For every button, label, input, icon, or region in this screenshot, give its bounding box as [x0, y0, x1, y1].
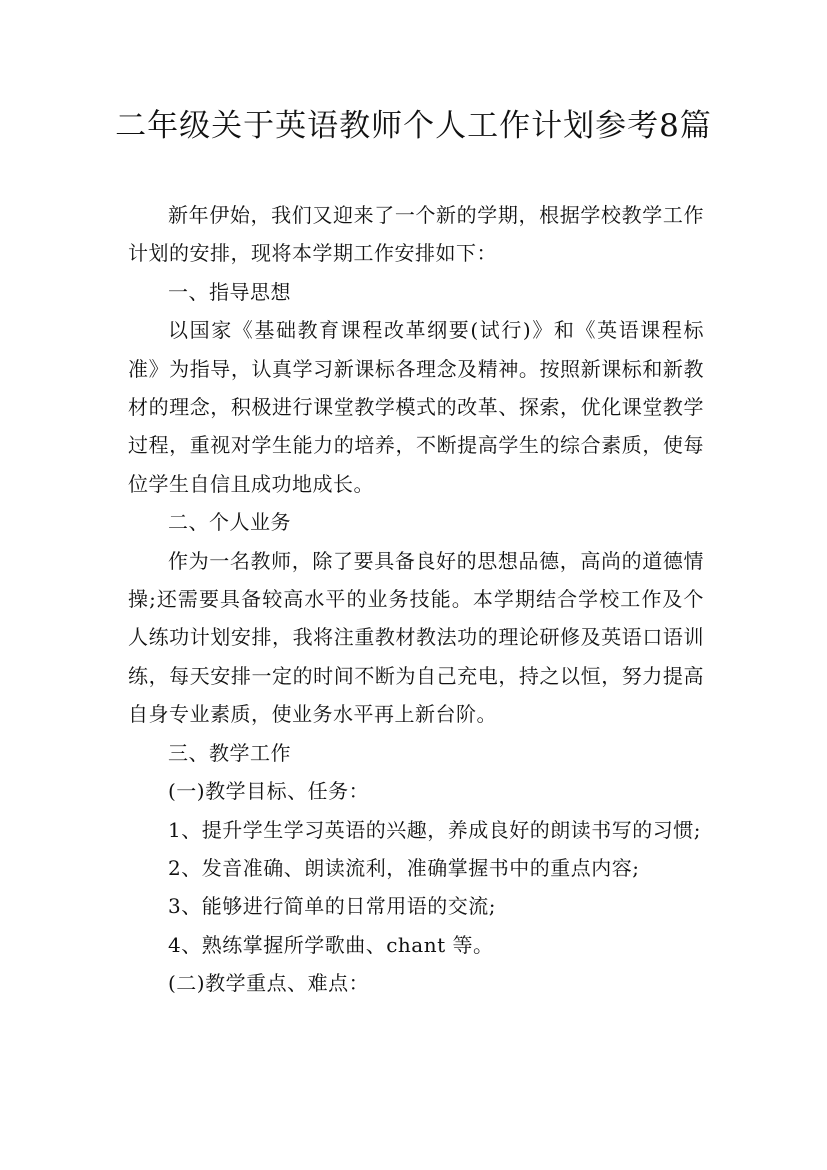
list-item-goal-3: 3、能够进行简单的日常用语的交流;: [168, 894, 496, 919]
heading-guiding-thought: 一、指导思想: [168, 279, 291, 304]
paragraph-personal-business: 作为一名教师，除了要具备良好的思想品德，高尚的道德情操;还需要具备较高水平的业务技能。本学期结合学校工作及个人练功计划安排，我将注重教材教法功的理论研修及英语口语训练，每天安排一定的时间不断为自己充电，持之以恒，努力提高自身专业素质，使业务水平再上新台阶。: [128, 548, 704, 727]
list-item-goal-4: 4、熟练掌握所学歌曲、chant 等。: [168, 932, 494, 957]
subheading-key-points: (二)教学重点、难点：: [168, 971, 370, 996]
paragraph-guiding-thought: 以国家《基础教育课程改革纲要(试行)》和《英语课程标准》为指导，认真学习新课标各理念及精神。按照新课标和新教材的理念，积极进行课堂教学模式的改革、探索，优化课堂教学过程，重视对学生能力的培养，不断提高学生的综合素质，使每位学生自信且成功地成长。: [128, 318, 704, 496]
document-body: [128, 196, 704, 1003]
subheading-goals: (一)教学目标、任务：: [168, 779, 370, 804]
list-item-goal-1: 1、提升学生学习英语的兴趣，养成良好的朗读书写的习惯;: [168, 817, 701, 842]
list-item-goal-2: 2、发音准确、朗读流利，准确掌握书中的重点内容;: [168, 855, 640, 880]
heading-teaching-work: 三、教学工作: [168, 740, 291, 765]
paragraph-intro: 新年伊始，我们又迎来了一个新的学期，根据学校教学工作计划的安排，现将本学期工作安排如下：: [128, 203, 704, 266]
heading-personal-business: 二、个人业务: [168, 510, 291, 535]
document-title: 二年级关于英语教师个人工作计划参考8篇: [115, 108, 712, 144]
